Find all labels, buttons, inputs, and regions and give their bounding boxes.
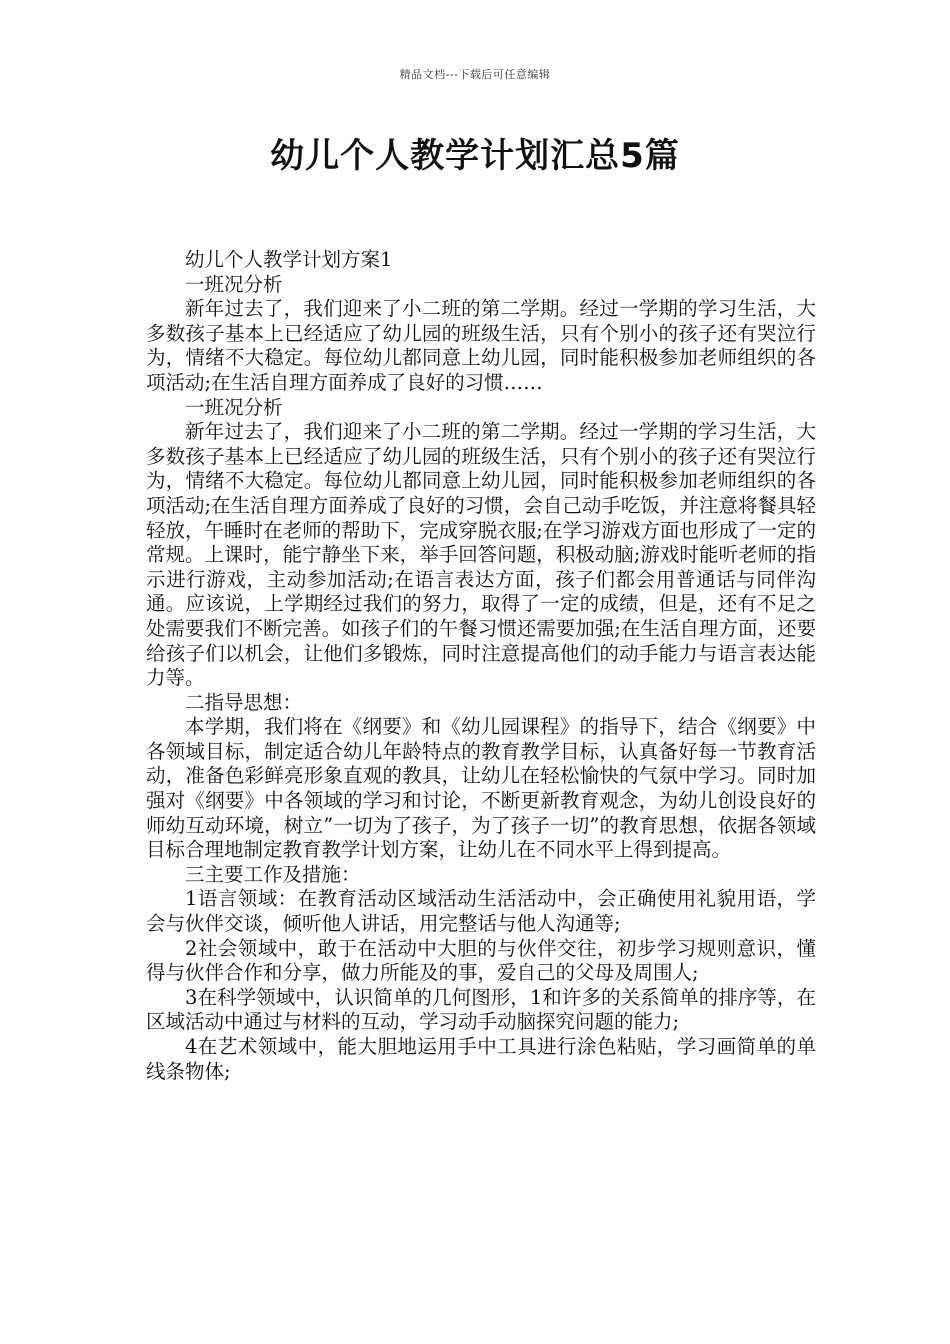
paragraph-section-heading: 一班况分析 (185, 272, 283, 296)
paragraph-section-heading: 一班况分析 (185, 395, 283, 419)
paragraph: 新年过去了，我们迎来了小二班的第二学期。经过一学期的学习生活，大多数孩子基本上已经适应了幼儿园的班级生活，只有个别小的孩子还有哭泣行为，情绪不大稳定。每位幼儿都同意上幼儿园，同时能积极参加老师组织的各项活动;在生活自理方面养成了良好的习惯…… (146, 297, 816, 394)
paragraph-list-item: 4在艺术领域中，能大胆地运用手中工具进行涂色粘贴，学习画简单的单线条物体; (146, 1035, 816, 1083)
paragraph-plan-heading: 幼儿个人教学计划方案1 (185, 248, 393, 271)
document-title: 幼儿个人教学计划汇总5篇 (270, 136, 680, 176)
paragraph-list-item: 3在科学领域中，认识简单的几何图形，1和许多的关系简单的排序等，在区域活动中通过与材料的互动，学习动手动脑探究问题的能力; (146, 985, 816, 1034)
header-note: 精品文档---下载后可任意编辑 (399, 68, 551, 81)
paragraph-list-item: 2社会领域中，敢于在活动中大胆的与伙伴交往，初步学习规则意识，懂得与伙伴合作和分享，做力所能及的事，爱自己的父母及周围人; (146, 936, 816, 985)
paragraph-section-heading: 三主要工作及措施： (185, 862, 361, 886)
paragraph-section-heading: 二指导思想： (185, 690, 303, 714)
document-body (146, 248, 816, 1084)
paragraph: 本学期，我们将在《纲要》和《幼儿园课程》的指导下，结合《纲要》中各领域目标，制定适合幼儿年龄特点的教育教学目标，认真备好每一节教育活动，准备色彩鲜亮形象直观的教具，让幼儿在轻松愉快的气氛中学习。同时加强对《纲要》中各领域的学习和讨论，不断更新教育观念，为幼儿创设良好的师幼互动环境，树立”一切为了孩子，为了孩子一切”的教育思想，依据各领域目标合理地制定教育教学计划方案，让幼儿在不同水平上得到提高。 (146, 715, 816, 862)
paragraph-list-item: 1语言领域：在教育活动区域活动生活活动中，会正确使用礼貌用语，学会与伙伴交谈，倾听他人讲话，用完整话与他人沟通等; (146, 887, 816, 936)
paragraph: 新年过去了，我们迎来了小二班的第二学期。经过一学期的学习生活，大多数孩子基本上已经适应了幼儿园的班级生活，只有个别小的孩子还有哭泣行为，情绪不大稳定。每位幼儿都同意上幼儿园，同时能积极参加老师组织的各项活动;在生活自理方面养成了良好的习惯，会自己动手吃饭，并注意将餐具轻轻放，午睡时在老师的帮助下，完成穿脱衣服;在学习游戏方面也形成了一定的常规。上课时，能宁静坐下来，举手回答问题，积极动脑;游戏时能听老师的指示进行游戏，主动参加活动;在语言表达方面，孩子们都会用普通话与同伴沟通。应该说，上学期经过我们的努力，取得了一定的成绩，但是，还有不足之处需要我们不断完善。如孩子们的午餐习惯还需要加强;在生活自理方面，还要给孩子们以机会，让他们多锻炼，同时注意提高他们的动手能力与语言表达能力等。 (146, 420, 816, 690)
